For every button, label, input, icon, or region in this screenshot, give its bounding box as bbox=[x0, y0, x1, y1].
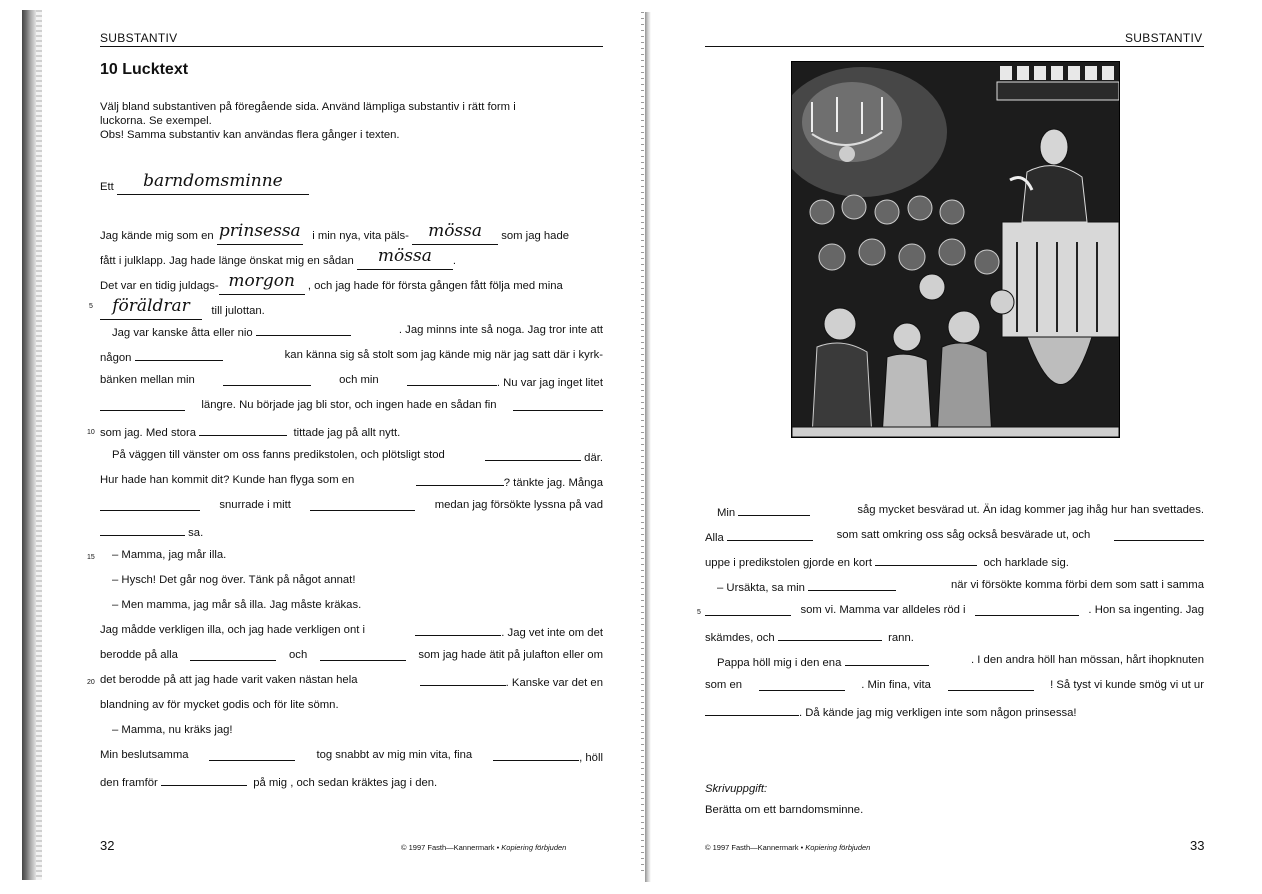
text-line-12: snurrade i mitt medan jag försökte lyssna på vad bbox=[100, 499, 603, 511]
blank-7b[interactable] bbox=[407, 374, 497, 386]
answer-blank-4[interactable]: morgon bbox=[219, 274, 305, 295]
blank-r8a[interactable] bbox=[759, 679, 845, 691]
text-line-6: någon kan känna sig så stolt som jag kände mig när jag satt där i kyrk- bbox=[100, 349, 603, 364]
blank-8b[interactable] bbox=[513, 399, 603, 411]
line-number-20: 20 bbox=[87, 679, 95, 686]
text-line-21: – Mamma, nu kräks jag! bbox=[112, 724, 233, 736]
answer-blank-5[interactable]: föräldrar bbox=[100, 299, 202, 320]
blank-18b[interactable] bbox=[320, 649, 406, 661]
text-line-5: Jag var kanske åtta eller nio . Jag minns inte så noga. Jag tror inte att bbox=[112, 324, 603, 339]
instruction-line-3: Obs! Samma substantiv kan användas flera gånger i texten. bbox=[100, 129, 400, 141]
blank-22b[interactable] bbox=[493, 749, 579, 761]
blank-5a[interactable] bbox=[256, 324, 351, 336]
blank-18a[interactable] bbox=[190, 649, 276, 661]
left-footer: © 1997 Fasth—Kannermark • Kopiering förbjuden bbox=[401, 843, 567, 852]
left-page-number: 32 bbox=[100, 838, 115, 853]
book-gutter-dots bbox=[641, 12, 644, 872]
blank-17a[interactable] bbox=[415, 624, 501, 636]
blank-8a[interactable] bbox=[100, 399, 185, 411]
right-line-7: Pappa höll mig i den ena . I den andra höll han mössan, hårt ihopknuten bbox=[717, 654, 1204, 669]
exercise-title: 10 Lucktext bbox=[100, 61, 189, 78]
text-line-15: – Hysch! Det går nog över. Tänk på något annat! bbox=[112, 574, 356, 586]
instruction-line-1: Välj bland substantiven på föregående sida. Använd lämpliga substantiv i rätt form i bbox=[100, 101, 516, 113]
right-line-5: som vi. Mamma var alldeles röd i . Hon sa ingenting. Jag bbox=[705, 604, 1204, 616]
text-line-18: berodde på alla och som jag hade ätit på julafton eller om bbox=[100, 649, 603, 661]
text-line-2: fått i julklapp. Jag hade länge önskat mig en sådan mössa . bbox=[100, 249, 603, 270]
scan-edge-left-texture bbox=[36, 10, 42, 880]
text-line-1: Jag kände mig som en prinsessa i min nya, vita päls- mössa som jag hade bbox=[100, 224, 603, 245]
answer-blank-2[interactable]: mössa bbox=[412, 224, 498, 245]
right-line-number-5: 5 bbox=[697, 609, 701, 616]
left-text-body bbox=[100, 0, 603, 894]
text-line-11: Hur hade han kommit dit? Kunde han flyga som en ? tänkte jag. Många bbox=[100, 474, 603, 489]
line-number-10: 10 bbox=[87, 429, 95, 436]
right-line-2: Alla som satt omkring oss såg också besvärade ut, och bbox=[705, 529, 1204, 544]
blank-12a[interactable] bbox=[100, 499, 200, 511]
text-line-10: På väggen till vänster om oss fanns predikstolen, och plötsligt stod där. bbox=[112, 449, 603, 464]
blank-r2a[interactable] bbox=[727, 529, 813, 541]
blank-r8b[interactable] bbox=[948, 679, 1034, 691]
blank-7a[interactable] bbox=[223, 374, 311, 386]
answer-blank-3[interactable]: mössa bbox=[357, 249, 453, 270]
blank-11a[interactable] bbox=[416, 474, 504, 486]
blank-22a[interactable] bbox=[209, 749, 295, 761]
text-line-16: – Men mamma, jag mår så illa. Jag måste kräkas. bbox=[112, 599, 362, 611]
blank-r1a[interactable] bbox=[738, 504, 810, 516]
blank-r7a[interactable] bbox=[845, 654, 929, 666]
blank-r5a[interactable] bbox=[705, 604, 791, 616]
line-number-5: 5 bbox=[89, 303, 93, 310]
example-prefix: Ett bbox=[100, 181, 114, 193]
writing-task-text: Berätta om ett barndomsminne. bbox=[705, 804, 864, 816]
right-page-number: 33 bbox=[1190, 838, 1205, 853]
blank-r9a[interactable] bbox=[705, 704, 799, 716]
right-line-1: Min såg mycket besvärad ut. Än idag kommer jag ihåg hur han svettades. bbox=[717, 504, 1204, 519]
blank-12b[interactable] bbox=[310, 499, 415, 511]
text-line-20: blandning av för mycket godis och för lite sömn. bbox=[100, 699, 339, 711]
blank-6a[interactable] bbox=[135, 349, 223, 361]
text-line-14: – Mamma, jag mår illa. bbox=[112, 549, 227, 561]
text-line-23: den framför på mig , och sedan kräktes jag i den. bbox=[100, 774, 603, 789]
text-line-17: Jag mådde verkligen illa, och jag hade verkligen ont i . Jag vet inte om det bbox=[100, 624, 603, 639]
text-line-4: föräldrar till julottan. bbox=[100, 299, 603, 320]
line-number-15: 15 bbox=[87, 554, 95, 561]
scan-edge-left bbox=[22, 10, 36, 880]
right-line-9: . Då kände jag mig verkligen inte som någon prinsessa! bbox=[705, 704, 1204, 719]
text-line-13: sa. bbox=[100, 524, 603, 539]
text-line-3: Det var en tidig juldags- morgon , och jag hade för första gången fått följa med mina bbox=[100, 274, 603, 295]
text-line-8: längre. Nu började jag bli stor, och ingen hade en sådan fin bbox=[100, 399, 603, 411]
blank-13a[interactable] bbox=[100, 524, 185, 536]
blank-23a[interactable] bbox=[161, 774, 247, 786]
answer-blank-1[interactable]: prinsessa bbox=[217, 224, 303, 245]
right-line-3: uppe i predikstolen gjorde en kort och harklade sig. bbox=[705, 554, 1204, 569]
right-line-4: – Ursäkta, sa min när vi försökte komma förbi dem som satt i samma bbox=[717, 579, 1204, 594]
blank-r3a[interactable] bbox=[875, 554, 977, 566]
blank-9a[interactable] bbox=[199, 424, 287, 436]
blank-r5b[interactable] bbox=[975, 604, 1079, 616]
text-line-7: bänken mellan min och min . Nu var jag inget litet bbox=[100, 374, 603, 389]
text-line-9: som jag. Med stora tittade jag på allt nytt. bbox=[100, 424, 603, 439]
instruction-line-2: luckorna. Se exempel. bbox=[100, 115, 212, 127]
book-gutter bbox=[645, 12, 651, 882]
blank-10a[interactable] bbox=[485, 449, 581, 461]
right-line-8: som en . Min fina, vita ! Så tyst vi kunde smög vi ut ur bbox=[705, 679, 1204, 691]
writing-task-title: Skrivuppgift: bbox=[705, 783, 768, 795]
right-text-body bbox=[705, 0, 1204, 894]
text-line-19: det berodde på att jag hade varit vaken nästan hela . Kanske var det en bbox=[100, 674, 603, 689]
blank-19a[interactable] bbox=[420, 674, 506, 686]
right-page-header: SUBSTANTIV bbox=[1125, 31, 1203, 45]
left-page-header: SUBSTANTIV bbox=[100, 31, 178, 45]
right-line-6: skämdes, och rann. bbox=[705, 629, 1204, 644]
right-footer: © 1997 Fasth—Kannermark • Kopiering förbjuden bbox=[705, 843, 871, 852]
blank-r6a[interactable] bbox=[778, 629, 882, 641]
blank-r2b[interactable] bbox=[1114, 529, 1204, 541]
blank-r4a[interactable] bbox=[808, 579, 896, 591]
example-answer: barndomsminne bbox=[143, 171, 283, 191]
text-line-22: Min beslutsamma tog snabbt av mig min vita, fina , höll bbox=[100, 749, 603, 764]
